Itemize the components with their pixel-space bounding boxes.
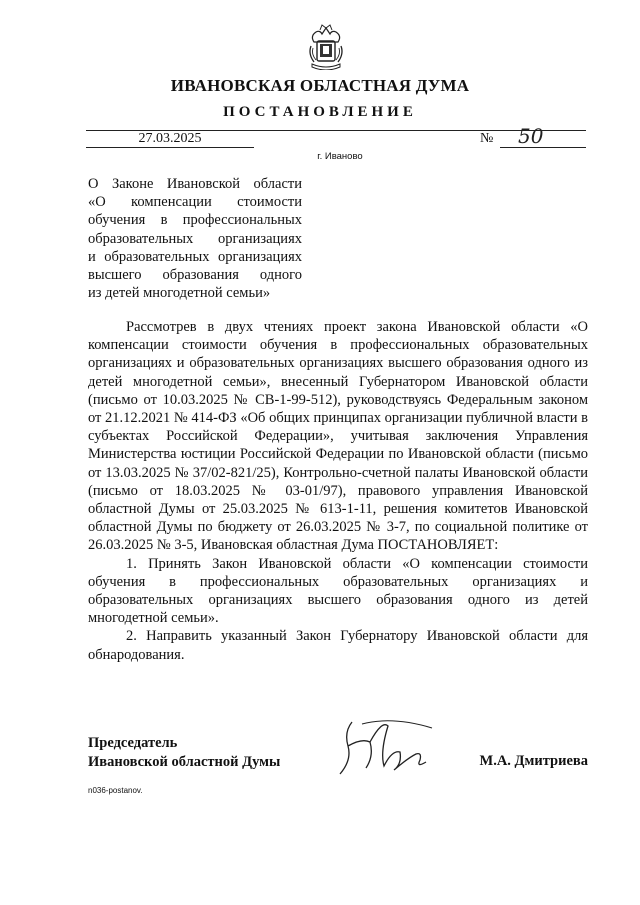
document-subject <box>88 175 302 302</box>
coat-of-arms-icon <box>306 24 346 70</box>
subject-line: из детей многодетной семьи» <box>88 285 271 302</box>
preamble-paragraph: Рассмотрев в двух чтениях проект закона Ивановской области «О компенсации стоимости обучения в профессиональных образовательных организациях и образовательных организациях высшего образования одного из детей многодетной семьи», внесенный Губернатором Ивановской области (письмо от 10.03.2025 № СВ-1-99-512), руководствуясь Федеральным законом от 21.12.2021 № 414-ФЗ «Об общих принципах организации публичной власти в субъектах Российской Федерации», учитывая заключения Управления Министерства юстиции Российской Федерации по Ивановской области (письмо от 13.03.2025 № 37/02-821/25), Контрольно-счетной палаты Ивановской области (письмо от 18.03.2025 № 03-01/97), правового управления Ивановской областной Думы от 25.03.2025 № 613-1-11, решения комитетов Ивановской областной Думы по бюджету от 26.03.2025 № 3-7, по социальной политике от 26.03.2025 № 3-5, Ивановская областная Дума ПОСТАНОВЛЯЕТ: <box>88 319 588 554</box>
signer-title-line: Председатель <box>88 735 178 751</box>
document-date: 27.03.2025 <box>86 131 254 148</box>
city-label: г. Иваново <box>317 151 363 162</box>
subject-line: высшего образования одного <box>88 267 302 284</box>
handwritten-signature-icon <box>322 712 442 782</box>
subject-line: образовательных организациях <box>88 230 302 247</box>
signer-title-line: Ивановской областной Думы <box>88 754 281 770</box>
file-code: n036-postanov. <box>88 786 143 795</box>
number-label: № <box>480 131 494 146</box>
subject-line: и образовательных организациях <box>88 248 302 265</box>
subject-line: обучения в профессиональных <box>88 212 302 229</box>
signer-name: М.А. Дмитриева <box>479 753 588 769</box>
resolution-item-1: 1. Принять Закон Ивановской области «О компенсации стоимости обучения в профессиональных образовательных организациях и образовательных организациях высшего образования одного из детей многодетной семьи». <box>88 555 588 627</box>
signer-title <box>88 734 280 772</box>
document-body <box>88 318 588 664</box>
resolution-item-2: 2. Направить указанный Закон Губернатору Ивановской области для обнародования. <box>88 628 588 663</box>
organization-name: ИВАНОВСКАЯ ОБЛАСТНАЯ ДУМА <box>170 76 470 95</box>
document-number: 50 <box>500 126 586 148</box>
subject-line: О Законе Ивановской области <box>88 176 302 192</box>
subject-line: «О компенсации стоимости <box>88 194 302 211</box>
document-type: ПОСТАНОВЛЕНИЕ <box>223 104 417 120</box>
